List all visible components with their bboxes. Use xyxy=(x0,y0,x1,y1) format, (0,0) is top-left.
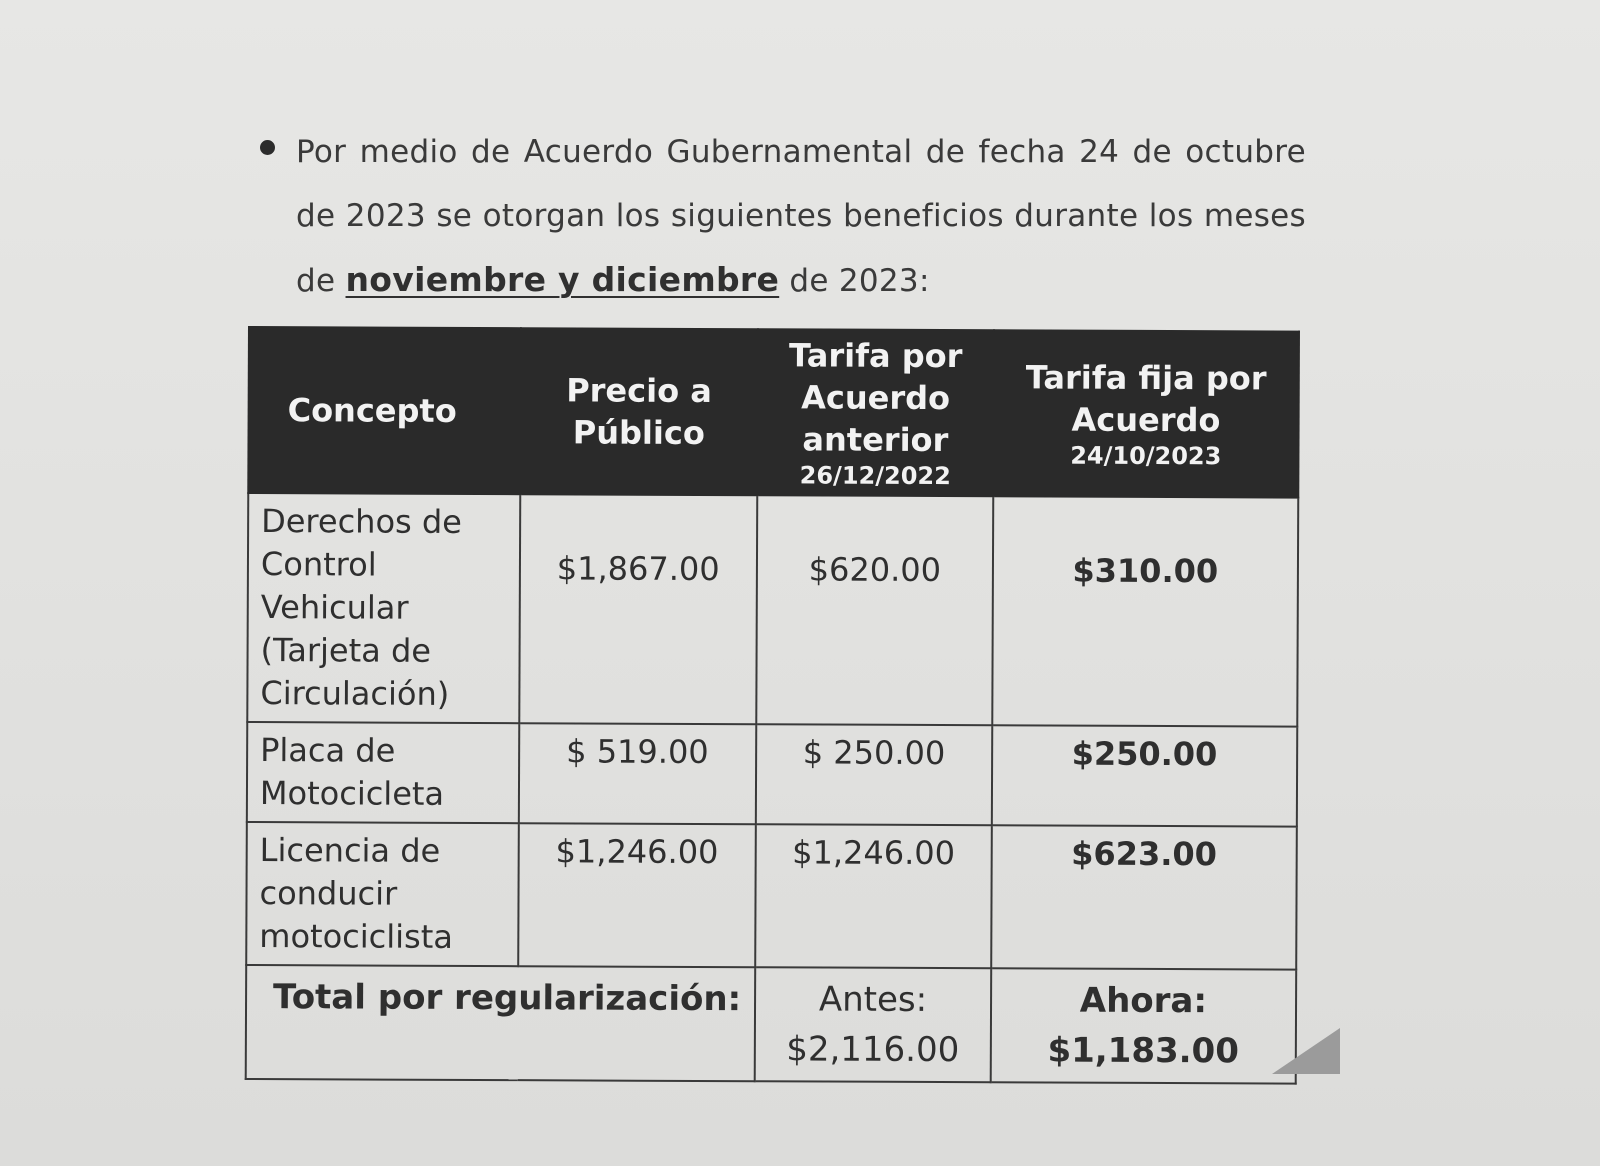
row-tarifa-anterior: $620.00 xyxy=(756,495,993,725)
header-tarifa-fija xyxy=(993,330,1299,497)
row-tarifa-anterior: $ 250.00 xyxy=(756,724,992,825)
header-tarifa-anterior xyxy=(757,329,993,496)
row-precio-publico: $ 519.00 xyxy=(518,723,756,824)
row-concepto: Placa de Motocicleta xyxy=(247,722,519,823)
tariff-table xyxy=(245,326,1300,1085)
total-antes xyxy=(755,967,991,1082)
paragraph-text-end: de 2023: xyxy=(779,263,930,299)
table-total-row xyxy=(246,965,1296,1084)
table-row xyxy=(246,822,1297,970)
header-tarifa-anterior-date: 26/12/2022 xyxy=(799,461,951,491)
table-row xyxy=(247,493,1298,727)
row-precio-publico: $1,246.00 xyxy=(518,823,756,967)
row-precio-publico: $1,867.00 xyxy=(519,494,758,724)
bullet-point-icon xyxy=(260,140,275,155)
bullet-paragraph xyxy=(260,120,1310,313)
row-tarifa-fija: $623.00 xyxy=(991,825,1297,969)
paragraph-text xyxy=(296,120,1306,313)
header-tarifa-anterior-label: Tarifa por Acuerdo anterior xyxy=(789,336,963,460)
header-tarifa-fija-date: 24/10/2023 xyxy=(1070,441,1222,471)
total-ahora-value: $1,183.00 xyxy=(1047,1030,1240,1072)
header-concepto: Concepto xyxy=(248,327,520,494)
total-ahora-label: Ahora: xyxy=(1079,980,1208,1022)
paragraph-text-start: Por medio de Acuerdo Gubernamental de fecha 24 de octubre de 2023 se otorgan los siguientes beneficios durante los meses de xyxy=(296,134,1306,299)
page-corner-fold xyxy=(1272,1028,1340,1074)
total-label: Total por regularización: xyxy=(246,965,756,1081)
header-tarifa-fija-label: Tarifa fija por Acuerdo xyxy=(1025,358,1267,440)
row-tarifa-fija: $250.00 xyxy=(992,725,1298,826)
row-tarifa-fija: $310.00 xyxy=(992,496,1298,726)
header-precio-publico xyxy=(520,328,758,495)
total-antes-label: Antes: xyxy=(818,979,928,1020)
row-concepto: Licencia de conducir motociclista xyxy=(246,822,518,966)
table-row xyxy=(247,722,1297,827)
row-concepto: Derechos de Control Vehicular (Tarjeta de Circulación) xyxy=(247,493,520,723)
table-header-row xyxy=(248,327,1299,498)
paragraph-underlined-months: noviembre y diciembre xyxy=(345,260,780,299)
total-antes-value: $2,116.00 xyxy=(786,1029,960,1071)
total-ahora xyxy=(990,968,1296,1083)
header-precio-publico-label: Precio a Público xyxy=(566,371,712,452)
row-tarifa-anterior: $1,246.00 xyxy=(755,824,991,968)
